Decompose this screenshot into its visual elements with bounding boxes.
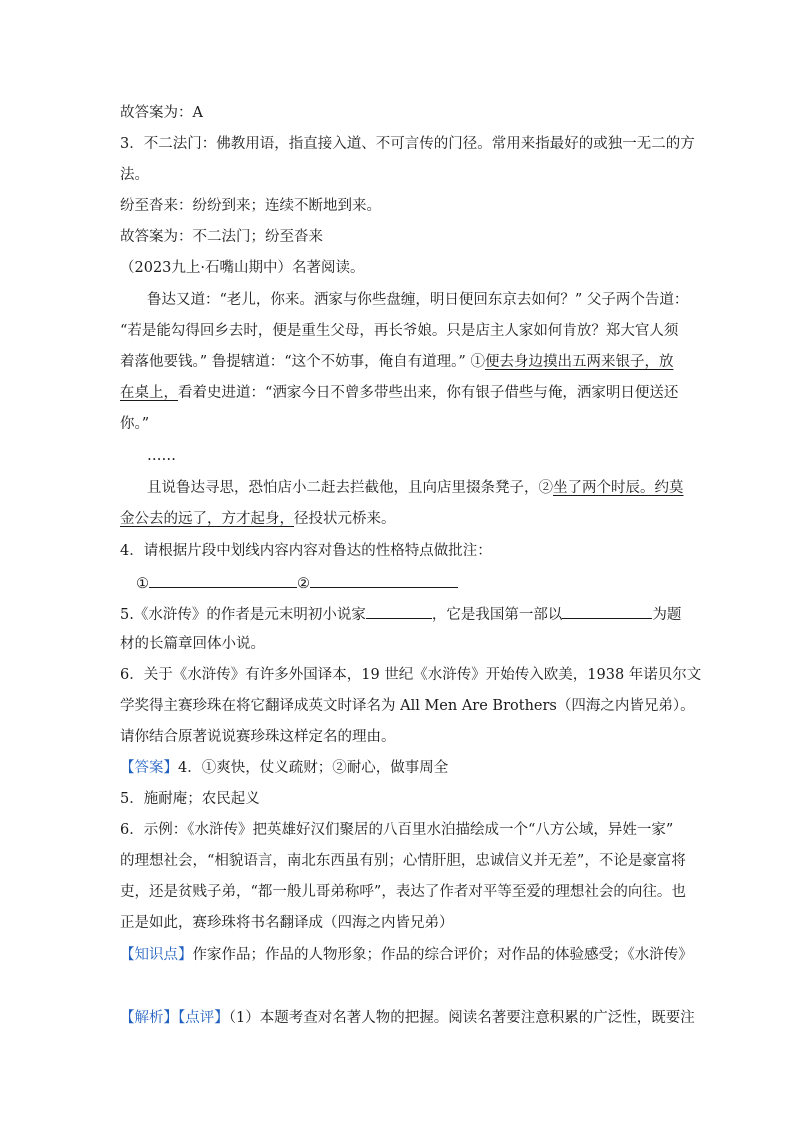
ellipsis: …… [147, 448, 176, 464]
answer-blank-2[interactable] [310, 572, 458, 588]
passage-line [120, 352, 673, 372]
answer-line: 故答案为：不二法门；纷至沓来 [120, 229, 323, 245]
question-6: 学奖得主赛珍珠在将它翻译成英文时译名为 All Men Are Brothers（四海之内皆兄弟）。 [120, 698, 695, 714]
blank-marker-2: ② [297, 576, 310, 592]
question-text: 为题 [652, 607, 682, 623]
question-source: （2023九上·石嘴山期中）名著阅读。 [120, 260, 365, 276]
answer-blank-1[interactable] [149, 572, 297, 588]
answer-blank-author[interactable] [366, 603, 432, 619]
question-text: ，它是我国第一部以 [431, 607, 563, 623]
underlined-text-1: 在桌上， [120, 385, 178, 401]
passage-text: 看着史进道：“洒家今日不曾多带些出来，你有银子借些与俺，洒家明日便送还 [178, 385, 679, 401]
question-text: 5.《水浒传》的作者是元末明初小说家 [120, 607, 366, 623]
passage-line [147, 478, 684, 498]
question-6: 请你结合原著说说赛珍珠这样定名的理由。 [120, 729, 396, 745]
answer-line: 6．示例：《水浒传》把英雄好汉们聚居的八百里水泊描绘成一个“八方公域，异姓一家” [120, 822, 674, 838]
answer-section [120, 758, 448, 778]
question-5: 材的长篇章回体小说。 [120, 636, 265, 652]
answer-blanks [136, 572, 458, 594]
analysis [120, 1008, 695, 1028]
passage-line: “若是能勾得回乡去时，便是重生父母，再长爷娘。只是店主人家如何肯放？郑大官人须 [120, 323, 679, 339]
knowledge-point [120, 945, 693, 965]
answer-line: 故答案为：A [120, 105, 203, 121]
passage-text: 且说鲁达寻思，恐怕店小二赶去拦截他，且向店里掇条凳子，② [147, 480, 553, 496]
question-6: 6．关于《水浒传》有许多外国译本，19 世纪《水浒传》开始传入欧美，1938 年诺贝尔文 [120, 667, 702, 683]
passage-text: 径投状元桥来。 [294, 511, 396, 527]
comment-tag: 【点评】 [178, 1010, 229, 1026]
blank-marker-1: ① [136, 576, 149, 592]
passage-text: 着落他要钱。” 鲁提辖道：“这个不妨事，俺自有道理。” ① [120, 354, 485, 370]
explanation-line: 3．不二法门：佛教用语，指直接入道、不可言传的门径。常用来指最好的或独一无二的方 [120, 136, 695, 152]
passage-line [120, 509, 396, 529]
passage-line [120, 383, 678, 403]
underlined-text-2: 坐了两个时辰。约莫 [553, 480, 684, 496]
answer-text: 4．①爽快，仗义疏财；②耐心，做事周全 [178, 760, 449, 776]
question-4: 4．请根据片段中划线内容内容对鲁达的性格特点做批注： [120, 543, 492, 559]
underlined-text-2: 金公去的远了，方才起身， [120, 511, 294, 527]
answer-line: 正是如此，赛珍珠将书名翻译成（四海之内皆兄弟） [120, 915, 454, 931]
answer-tag: 【答案】 [120, 760, 178, 776]
analysis-text: （1）本题考查对名著人物的把握。阅读名著要注意积累的广泛性，既要注 [228, 1010, 695, 1026]
underlined-text-1: 便去身边摸出五两来银子，放 [484, 354, 674, 370]
knowledge-point-text: 作家作品；作品的人物形象；作品的综合评价；对作品的体验感受；《水浒传》 [192, 947, 693, 963]
analysis-tag: 【解析】 [120, 1010, 178, 1026]
answer-line: 5．施耐庵；农民起义 [120, 791, 260, 807]
answer-blank-theme[interactable] [562, 603, 652, 619]
explanation-line: 法。 [120, 167, 149, 183]
passage-line: 鲁达又道：“老儿，你来。洒家与你些盘缠，明日便回东京去如何？” 父子两个告道： [147, 292, 689, 308]
explanation-line: 纷至沓来：纷纷到来；连续不断地到来。 [120, 198, 381, 214]
answer-line: 吏，还是贫贱子弟，“都一般儿哥弟称呼”，表达了作者对平等至爱的理想社会的向往。也 [120, 884, 686, 900]
knowledge-point-tag: 【知识点】 [120, 947, 193, 963]
passage-line: 你。” [120, 416, 150, 432]
question-5 [120, 603, 681, 625]
answer-line: 的理想社会，“相貌语言，南北东西虽有别；心情肝胆，忠诚信义并无差”，不论是豪富将 [120, 853, 686, 869]
